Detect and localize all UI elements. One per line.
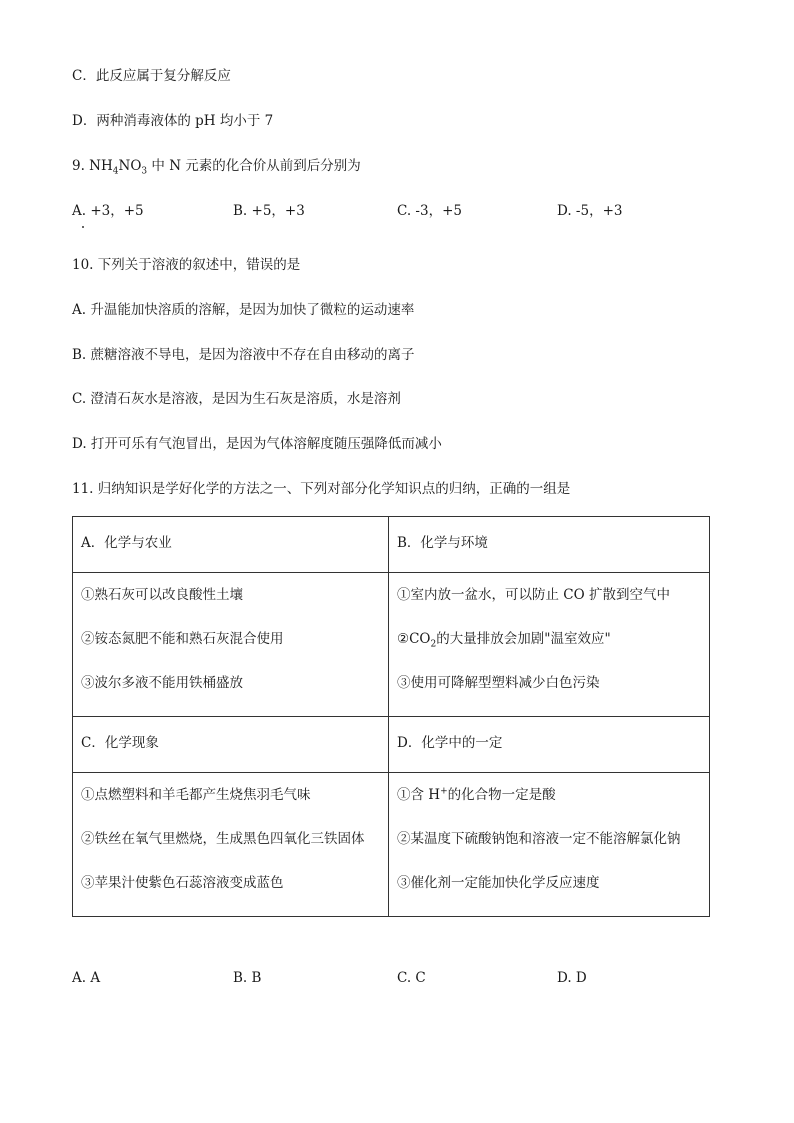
- q9-suffix: 中 N 元素的化合价从前到后分别为: [147, 158, 361, 174]
- b-item-2-sub: 2: [430, 639, 437, 650]
- q9-option-d: D. -5，+3: [557, 203, 623, 219]
- cell-a-items: [73, 573, 389, 717]
- q10-option-a: A. 升温能加快溶质的溶解，是因为加快了微粒的运动速率: [72, 302, 415, 318]
- cell-a-head: [73, 517, 389, 573]
- a-item-3: ③波尔多液不能用铁桶盛放: [81, 675, 243, 691]
- c-head-text: C．化学现象: [81, 735, 159, 751]
- answer-c: C. C: [397, 970, 426, 986]
- option-c-prev: C．此反应属于复分解反应: [72, 68, 231, 84]
- q10-option-c: C. 澄清石灰水是溶液，是因为生石灰是溶质，水是溶剂: [72, 391, 401, 407]
- a-head-text: A．化学与农业: [81, 535, 172, 551]
- a-item-1: ①熟石灰可以改良酸性土壤: [81, 587, 243, 603]
- answer-b: B. B: [233, 970, 262, 986]
- stray-dot: [82, 226, 84, 228]
- c-item-3: ③苹果汁使紫色石蕊溶液变成蓝色: [81, 875, 284, 891]
- answer-a: A. A: [72, 970, 101, 986]
- b-item-3: ③使用可降解型塑料减少白色污染: [397, 675, 600, 691]
- d-item-1: [397, 786, 709, 804]
- a-item-2: ②铵态氮肥不能和熟石灰混合使用: [81, 631, 284, 647]
- cell-d-head: [389, 717, 710, 773]
- d-item-1-post: 的化合物一定是酸: [447, 787, 556, 803]
- d-item-3: ③催化剂一定能加快化学反应速度: [397, 875, 600, 891]
- q10-option-b: B. 蔗糖溶液不导电，是因为溶液中不存在自由移动的离子: [72, 347, 415, 363]
- cell-b-head: [389, 517, 710, 573]
- d-item-2: ②某温度下硫酸钠饱和溶液一定不能溶解氯化钠: [397, 831, 681, 847]
- q9-option-c: C. -3，+5: [397, 203, 462, 219]
- q9-mid: NO: [118, 158, 142, 174]
- option-d-prev: D．两种消毒液体的 pH 均小于 7: [72, 113, 274, 129]
- b-item-2-pre: ②CO: [397, 631, 431, 647]
- c-item-1: ①点燃塑料和羊毛都产生烧焦羽毛气味: [81, 787, 311, 803]
- d-head-text: D．化学中的一定: [397, 735, 503, 751]
- b-item-2-post: 的大量排放会加剧"温室效应": [436, 631, 611, 647]
- question-11: 11. 归纳知识是学好化学的方法之一、下列对部分化学知识点的归纳，正确的一组是: [72, 481, 571, 497]
- b-item-1: ①室内放一盆水，可以防止 CO 扩散到空气中: [397, 587, 670, 603]
- question-10: 10. 下列关于溶液的叙述中，错误的是: [72, 257, 301, 273]
- cell-d-items: [389, 773, 710, 917]
- q9-prefix: 9. NH: [72, 158, 113, 174]
- d-item-1-sup: +: [440, 786, 448, 797]
- cell-c-items: [73, 773, 389, 917]
- d-item-1-pre: ①含 H: [397, 787, 441, 803]
- q9-sub1: 4: [112, 166, 119, 177]
- q9-option-b: B. +5，+3: [233, 203, 305, 219]
- q10-option-d: D. 打开可乐有气泡冒出，是因为气体溶解度随压强降低而减小: [72, 436, 442, 452]
- q9-option-a: A. +3，+5: [72, 203, 144, 219]
- c-item-2: ②铁丝在氧气里燃烧，生成黑色四氧化三铁固体: [81, 831, 365, 847]
- question-9: [72, 157, 361, 175]
- cell-b-items: [389, 573, 710, 717]
- answer-d: D. D: [557, 970, 587, 986]
- knowledge-table: [72, 516, 710, 917]
- cell-c-head: [73, 717, 389, 773]
- b-head-text: B．化学与环境: [397, 535, 488, 551]
- q9-sub2: 3: [141, 166, 148, 177]
- b-item-2: [397, 630, 709, 648]
